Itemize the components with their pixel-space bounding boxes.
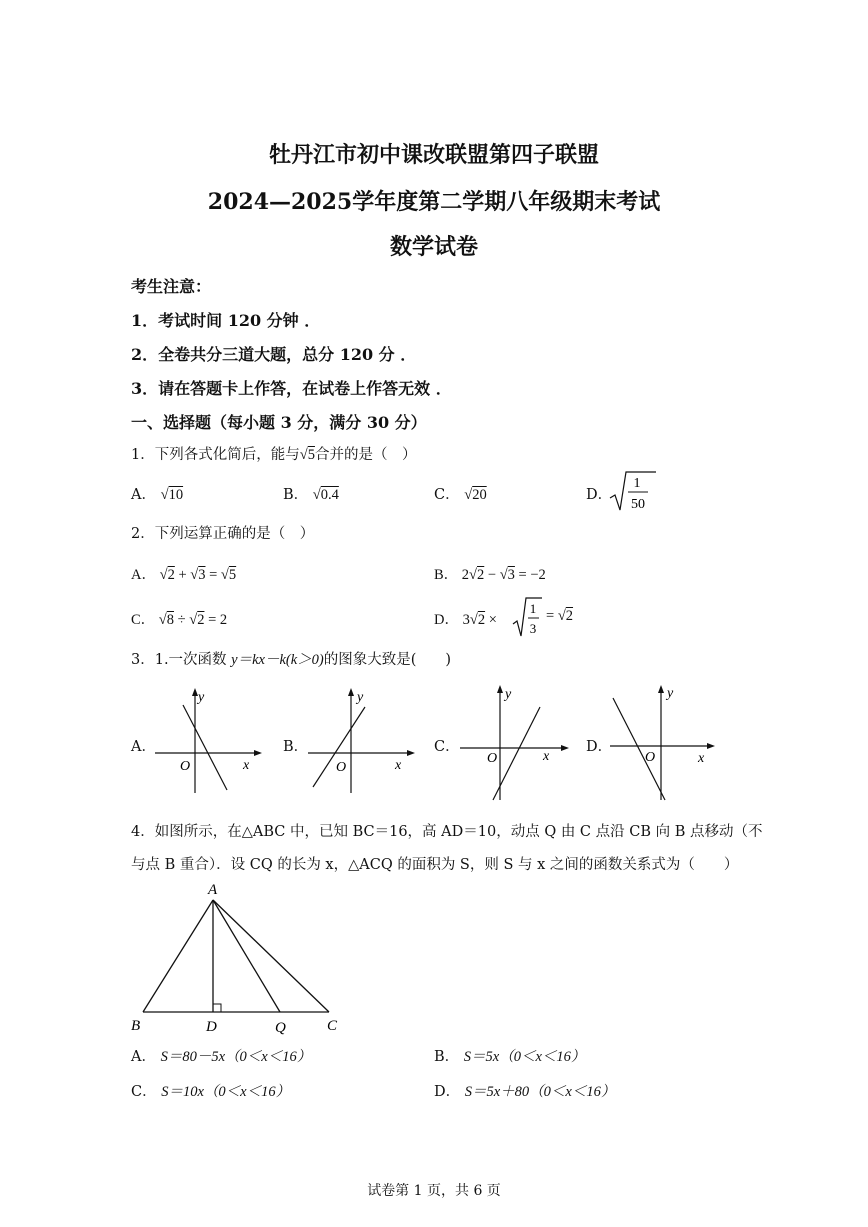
question-4-stem-line2: 与点 B 重合）．设 CQ 的长为 x，△ACQ 的面积为 S，则 S 与 x 之间的函数关系式为（ ） — [131, 857, 739, 873]
svg-text:D: D — [206, 1019, 217, 1035]
question-3-stem: 3．1.一次函数 y＝kx－k(k＞0)的图象大致是( ) — [131, 652, 452, 668]
q1-d-radical — [608, 470, 658, 514]
q3-option-b-label[interactable]: B． — [283, 739, 309, 755]
exam-title-line3: 数学试卷 — [389, 234, 478, 260]
q2-option-c[interactable]: C． √8 ÷ √2 = 2 — [131, 612, 228, 628]
notice-heading: 考生注意： — [131, 277, 212, 296]
notice-item-2: 2．全卷共分三道大题，总分 120 分 ． — [131, 345, 417, 364]
question-2-stem: 2．下列运算正确的是（ ） — [131, 526, 315, 542]
svg-text:O: O — [336, 760, 347, 775]
exam-title-line2: 2024—2025学年度第二学期八年级期末考试 — [207, 189, 661, 215]
svg-text:x: x — [395, 758, 402, 773]
svg-text:y: y — [357, 690, 364, 705]
q3-graph-d[interactable] — [605, 680, 725, 805]
q1-option-a[interactable]: A． √10 — [131, 487, 184, 503]
svg-text:x: x — [543, 749, 550, 764]
question-4-stem-line1: 4．如图所示，在△ABC 中，已知 BC＝16，高 AD＝10，动点 Q 由 C 点沿 CB 向 B 点移动（不 — [131, 824, 763, 840]
q2-option-a[interactable]: A． √2 + √3 = √5 — [131, 567, 237, 583]
svg-text:O: O — [180, 759, 191, 774]
section-heading: 一、选择题（每小题 3 分，满分 30 分） — [131, 413, 427, 432]
svg-text:O: O — [487, 751, 498, 766]
page-footer: 试卷第 1 页，共 6 页 — [367, 1183, 501, 1199]
svg-text:3: 3 — [529, 621, 537, 636]
right-angle-mark — [213, 1004, 221, 1012]
notice-item-3: 3．请在答题卡上作答，在试卷上作答无效 ． — [131, 379, 452, 398]
svg-text:B: B — [131, 1018, 141, 1034]
svg-text:Q: Q — [275, 1020, 286, 1036]
q1-option-b[interactable]: B． √0.4 — [283, 487, 339, 503]
q4-option-d[interactable]: D． S＝5x＋80（0＜x＜16） — [434, 1084, 616, 1100]
svg-text:1: 1 — [633, 476, 641, 491]
question-1-stem: 1．下列各式化简后，能与√5合并的是（ ） — [131, 447, 417, 463]
q3-graph-c[interactable] — [455, 680, 580, 805]
svg-text:x: x — [243, 758, 250, 773]
q1-option-c[interactable]: C． √20 — [434, 487, 487, 503]
q2-d-radical-fraction — [512, 596, 544, 640]
svg-text:C: C — [327, 1018, 338, 1034]
q2-option-b[interactable]: B． 2√2 − √3 = −2 — [434, 567, 546, 583]
q3-option-c-label[interactable]: C． — [434, 739, 460, 755]
svg-text:A: A — [208, 882, 218, 898]
side-ab — [143, 900, 213, 1012]
svg-text:y: y — [505, 687, 512, 702]
notice-item-1: 1．考试时间 120 分钟 ． — [131, 311, 321, 330]
segment-aq — [213, 900, 280, 1012]
svg-text:y: y — [198, 690, 205, 705]
q4-option-b[interactable]: B． S＝5x（0＜x＜16） — [434, 1049, 586, 1065]
svg-text:50: 50 — [631, 497, 645, 512]
q4-option-c[interactable]: C． S＝10x（0＜x＜16） — [131, 1084, 291, 1100]
svg-text:1: 1 — [529, 601, 537, 616]
q3-graph-b[interactable] — [303, 685, 423, 795]
side-ac — [213, 900, 329, 1012]
triangle-abc-figure — [125, 878, 355, 1038]
q3-graph-a[interactable] — [150, 685, 270, 795]
exam-title-line1: 牡丹江市初中课改联盟第四子联盟 — [268, 142, 599, 168]
svg-text:x: x — [698, 751, 705, 766]
q4-option-a[interactable]: A． S＝80－5x（0＜x＜16） — [131, 1049, 312, 1065]
svg-text:y: y — [667, 686, 674, 701]
q3-option-a-label[interactable]: A． — [131, 739, 156, 755]
q3-option-d-label[interactable]: D． — [586, 739, 613, 755]
svg-text:O: O — [645, 750, 656, 765]
